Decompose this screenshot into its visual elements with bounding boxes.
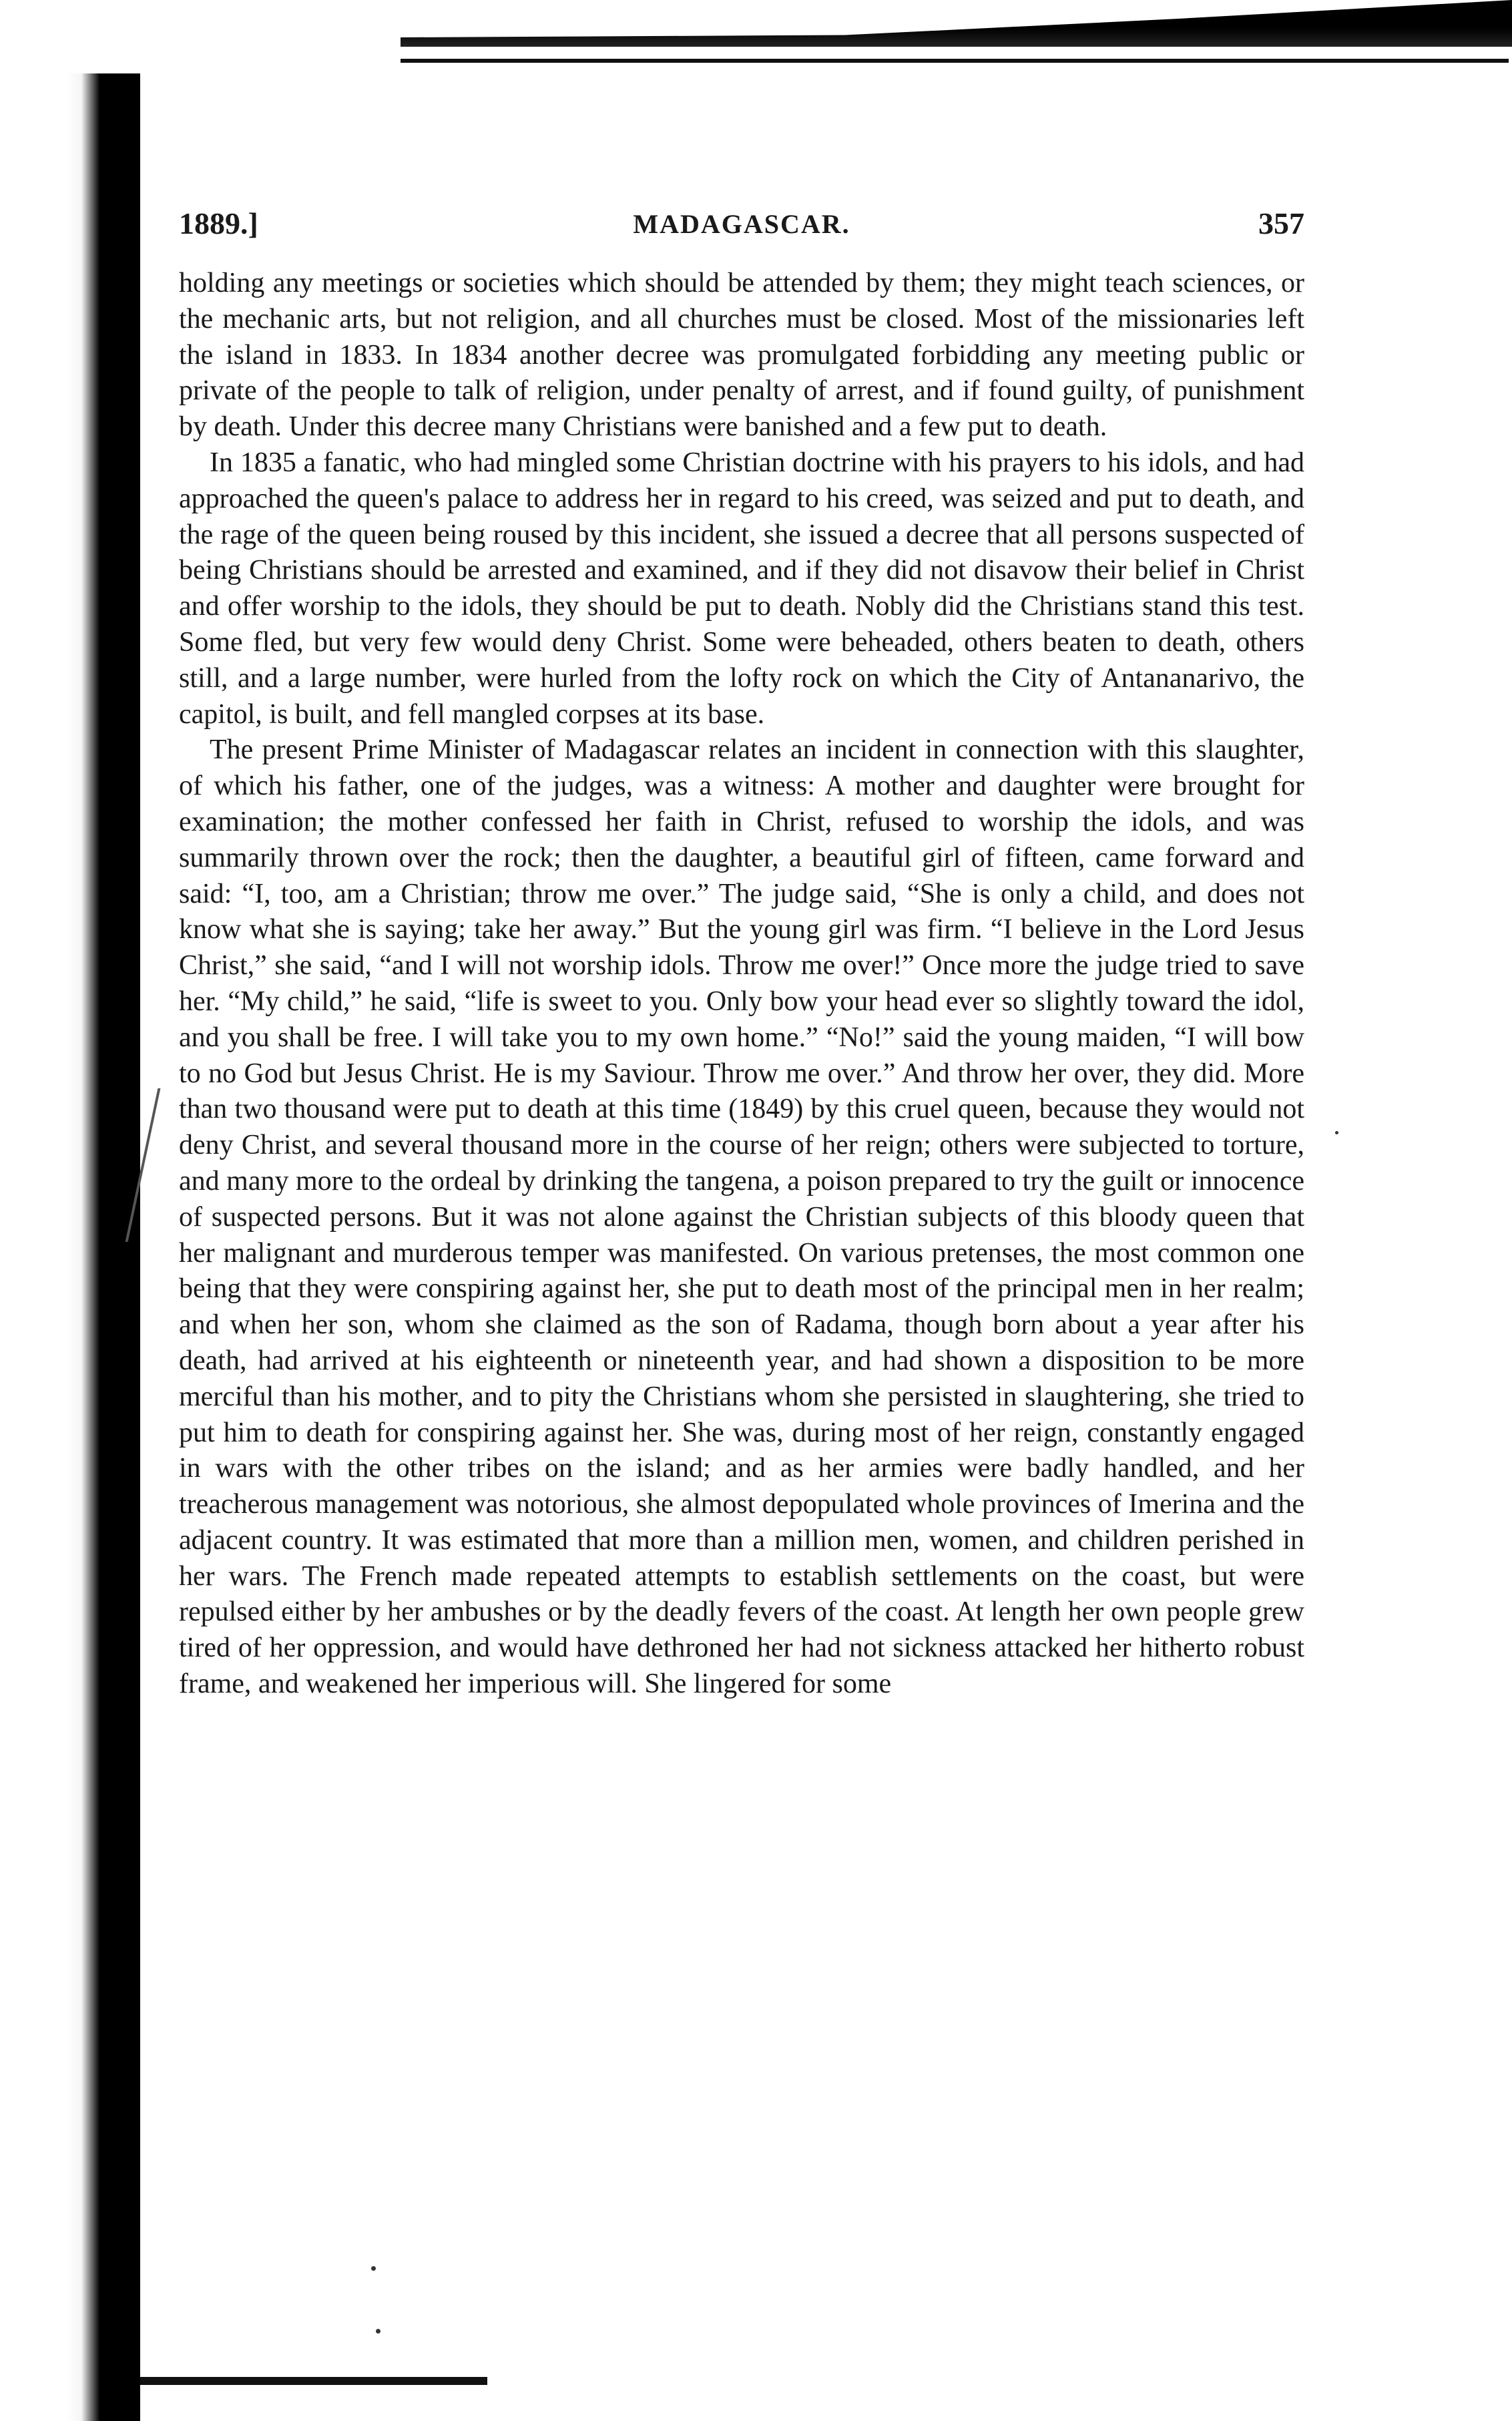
body-text <box>179 266 1304 1703</box>
page-number: 357 <box>1258 206 1304 240</box>
scan-speck <box>1335 1131 1338 1134</box>
scan-speck <box>371 2266 376 2271</box>
scan-top-rule <box>401 59 1509 63</box>
scan-left-border <box>67 73 140 2421</box>
header-year: 1889.] <box>179 206 258 240</box>
running-title: MADAGASCAR. <box>633 209 850 239</box>
scan-top-border <box>401 0 1512 47</box>
scan-bottom-rule <box>140 2377 487 2385</box>
scan-speck <box>376 2329 381 2334</box>
paragraph-1: holding any meetings or societies which should be attended by them; they might teach sciences, or the mechanic arts, but not religion, and all churches must be closed. Most of the missionaries left the island in 1833. In 1834 another decree was promulgated forbidding any meeting public or private of the people to talk of religion, under penalty of arrest, and if found guilty, of punishment by death. Under this decree many Christians were banished and a few put to death. <box>179 268 1304 443</box>
paragraph-2: In 1835 a fanatic, who had mingled some Christian doctrine with his prayers to his idols, and had approached the queen's palace to address her in regard to his creed, was seized and put to death, and the rage of the queen being roused by this incident, she issued a decree that all persons suspected of being Christians should be arrested and examined, and if they did not disavow their belief in Christ and offer worship to the idols, they should be put to death. Nobly did the Christians stand this test. Some fled, but very few would deny Christ. Some were beheaded, others beaten to death, others still, and a large number, were hurled from the lofty rock on which the City of Antananarivo, the capitol, is built, and fell mangled corpses at its base. <box>179 447 1304 730</box>
paragraph-3: The present Prime Minister of Madagascar relates an incident in connection with this slaughter, of which his father, one of the judges, was a witness: A mother and daughter were brought for examination; the mother confessed her faith in Christ, refused to worship the idols, and was summarily thrown over the rock; then the daughter, a beautiful girl of fifteen, came forward and said: “I, too, am a Christian; throw me over.” The judge said, “She is only a child, and does not know what she is saying; take her away.” But the young girl was firm. “I believe in the Lord Jesus Christ,” she said, “and I will not worship idols. Throw me over!” Once more the judge tried to save her. “My child,” he said, “life is sweet to you. Only bow your head ever so slightly toward the idol, and you shall be free. I will take you to my own home.” “No!” said the young maiden, “I will bow to no God but Jesus Christ. He is my Saviour. Throw me over.” And throw her over, they did. More than two thousand were put to death at this time (1849) by this cruel queen, because they would not deny Christ, and several thousand more in the course of her reign; others were subjected to torture, and many more to the ordeal by drinking the tangena, a poison prepared to try the guilt or innocence of suspected persons. But it was not alone against the Christian subjects of this bloody queen that her malignant and murderous temper was manifested. On various pretenses, the most common one being that they were conspiring against her, she put to death most of the principal men in her realm; and when her son, whom she claimed as the son of Radama, though born about a year after his death, had arrived at his eighteenth or nineteenth year, and had shown a disposition to be more merciful than his mother, and to pity the Christians whom she persisted in slaughtering, she tried to put him to death for conspiring against her. She was, during most of her reign, constantly engaged in wars with the other tribes on the island; and as her armies were badly handled, and her treacherous management was notorious, she almost depopulated whole provinces of Imerina and the adjacent country. It was estimated that more than a million men, women, and children perished in her wars. The French made repeated attempts to establish settlements on the coast, but were repulsed either by her ambushes or by the deadly fevers of the coast. At length her own people grew tired of her oppression, and would have dethroned her had not sickness attacked her hitherto robust frame, and weakened her imperious will. She lingered for some <box>179 734 1304 1700</box>
page-header <box>179 206 1304 246</box>
